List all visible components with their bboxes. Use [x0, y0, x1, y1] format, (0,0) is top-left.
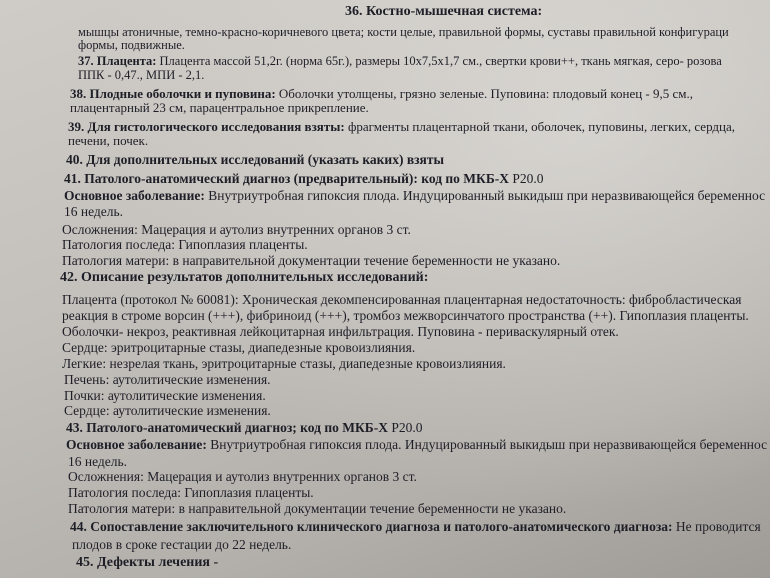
line-text: ППК - 0,47., МПИ - 2,1. — [78, 68, 205, 82]
line-text: Патология матери: в направительной документации течение беременности не указано. — [62, 253, 561, 268]
section-heading: 36. Костно-мышечная система: — [345, 4, 543, 19]
section-heading: 43. Патолого-анатомический диагноз; код по МКБ-X — [66, 420, 388, 435]
placenta-indices — [78, 67, 770, 83]
section-heading: 37. Плацента: — [78, 54, 157, 68]
line-text: Патология последа: Гипоплазия плаценты. — [62, 237, 308, 252]
maternal-pathology-final — [68, 501, 770, 517]
heart-finding-2 — [64, 403, 770, 419]
section-heading: 42. Описание результатов дополнительных исследований: — [60, 270, 429, 285]
line-text: плацентарный 23 см, парацентральное прикрепление. — [70, 100, 369, 115]
section-heading: 39. Для гистологического исследования взяты: — [68, 119, 345, 134]
main-disease-final-cont — [68, 454, 770, 470]
kidneys-finding — [64, 388, 770, 404]
line-text: плодов в сроке гестации до 22 недель. — [72, 537, 292, 552]
heart-finding — [62, 340, 770, 356]
line-text: Печень: аутолитические изменения. — [64, 372, 271, 387]
section-heading: 44. Сопоставление заключительного клинического диагноза и патолого-анатомического диагноза: — [70, 519, 673, 534]
maternal-pathology-preliminary — [62, 253, 770, 269]
line-text: Внутриутробная гипоксия плода. Индуцированный выкидыш при неразвивающейся беременнос — [206, 437, 768, 452]
line-text: печени, почек. — [68, 133, 149, 148]
histology-cont — [68, 133, 770, 149]
section-heading: 38. Плодные оболочки и пуповина: — [70, 86, 276, 101]
placenta-protocol-cont — [62, 308, 770, 324]
line-text: Оболочки- некроз, реактивная лейкоцитарная инфильтрация. Пуповина - периваскулярный отек. — [62, 324, 619, 339]
liver-finding — [64, 372, 770, 388]
line-text: Сердце: аутолитические изменения. — [64, 403, 271, 418]
line-text: Легкие: незрелая ткань, эритроцитарные стазы, диапедезные кровоизлияния. — [62, 356, 506, 371]
line-text: Не проводится — [672, 519, 761, 534]
line-text: мышцы атоничные, темно-красно-коричневого цвета; кости целые, правильной формы, суставы правильной конфигураци — [78, 25, 729, 39]
section-42-results — [60, 270, 770, 286]
main-disease-final — [66, 437, 770, 453]
line-text: Внутриутробная гипоксия плода. Индуцированный выкидыш при неразвивающейся беременнос — [204, 188, 766, 203]
main-disease-preliminary — [64, 188, 770, 204]
line-text: Осложнения: Мацерация и аутолиз внутренних органов 3 ст. — [62, 222, 411, 237]
section-45-treatment-defects — [76, 555, 770, 571]
line-text: Осложнения: Мацерация и аутолиз внутренних органов 3 ст. — [68, 469, 417, 484]
comparison-cont — [72, 537, 770, 553]
section-43-final-diagnosis — [66, 420, 770, 436]
complications-final — [68, 469, 770, 485]
membranes-finding — [62, 324, 770, 340]
afterbirth-pathology-final — [68, 485, 770, 501]
placenta-protocol — [62, 292, 770, 308]
section-44-comparison — [70, 519, 770, 535]
section-41-preliminary-diagnosis — [64, 171, 770, 187]
line-text: Почки: аутолитические изменения. — [64, 388, 266, 403]
section-40-additional — [66, 152, 770, 168]
line-text: Сердце: эритроцитарные стазы, диапедезные кровоизлияния. — [62, 340, 416, 355]
icd-code: Р20.0 — [387, 420, 423, 435]
section-heading: 40. Для дополнительных исследований (указать каких) взяты — [66, 152, 445, 167]
field-label: Основное заболевание: — [66, 437, 207, 452]
icd-code: Р20.0 — [509, 171, 544, 186]
section-heading: 41. Патолого-анатомический диагноз (предварительный): код по МКБ-X — [64, 171, 509, 186]
lungs-finding — [62, 356, 770, 372]
membranes-cont — [70, 100, 770, 116]
musculoskeletal-description-cont — [78, 37, 770, 53]
main-disease-preliminary-cont — [64, 204, 770, 220]
complications-preliminary — [62, 222, 770, 238]
line-text: 16 недель. — [64, 204, 124, 219]
line-text: Плацента (протокол № 60081): Хроническая декомпенсированная плацентарная недостаточность: фибробластическая — [62, 292, 742, 307]
line-text: реакция в строме ворсин (+++), фибриноид (+++), тромбоз межворсинчатого пространства (++). Гипоплазия плаценты. — [62, 308, 749, 323]
afterbirth-pathology-preliminary — [62, 237, 770, 253]
line-text: 16 недель. — [68, 454, 128, 469]
line-text: Плацента массой 51,2г. (норма 65г.), размеры 10х7,5х1,7 см., свертки крови++, ткань мягкая, серо- розова — [156, 54, 722, 68]
section-36-heading — [345, 4, 770, 20]
section-heading: 45. Дефекты лечения - — [76, 555, 219, 570]
field-label: Основное заболевание: — [64, 188, 205, 203]
line-text: фрагменты плацентарной ткани, оболочек, пуповины, легких, сердца, — [344, 119, 735, 134]
line-text: формы, подвижные. — [78, 38, 185, 52]
line-text: Оболочки утолщены, грязно зеленые. Пуповина: плодовый конец - 9,5 см., — [275, 86, 693, 101]
line-text: Патология матери: в направительной документации течение беременности не указано. — [68, 501, 567, 516]
line-text: Патология последа: Гипоплазия плаценты. — [68, 485, 314, 500]
